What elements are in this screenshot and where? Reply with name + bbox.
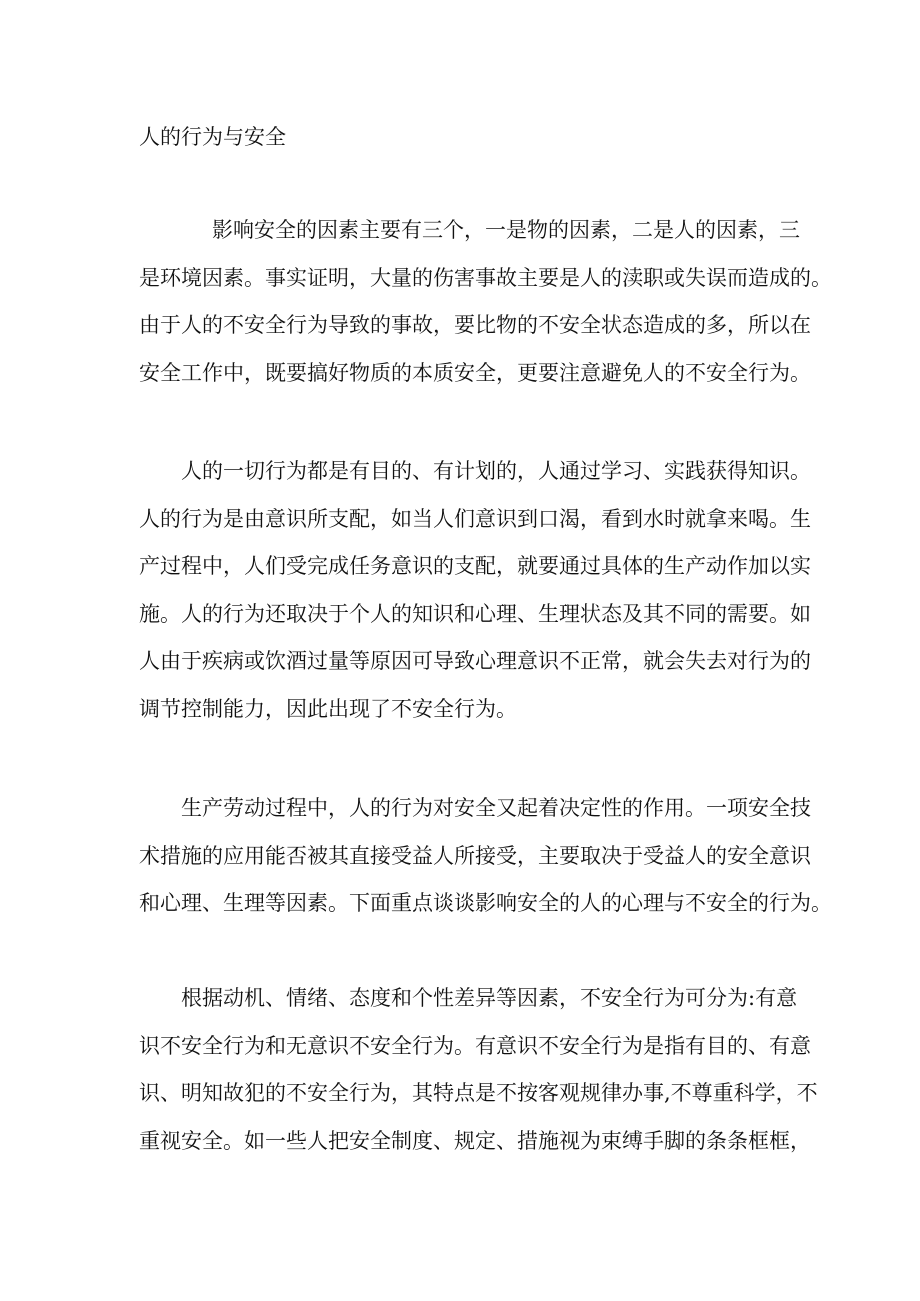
paragraph-line: 根据动机、情绪、态度和个性差异等因素，不安全行为可分为:有意 [181, 986, 798, 1010]
paragraph-line: 产过程中，人们受完成任务意识的支配，就要通过具体的生产动作加以实 [139, 554, 811, 578]
paragraph-safety-factors [139, 216, 832, 406]
paragraph-line: 是环境因素。事实证明，大量的伤害事故主要是人的渎职或失误而造成的。 [139, 265, 832, 290]
paragraph-line: 调节控制能力，因此出现了不安全行为。 [139, 696, 517, 721]
paragraph-line: 重视安全。如一些人把安全制度、规定、措施视为束缚手脚的条条框框， [139, 1128, 811, 1153]
paragraph-production-process [139, 794, 832, 937]
paragraph-line: 和心理、生理等因素。下面重点谈谈影响安全的人的心理与不安全的行为。 [139, 891, 832, 915]
paragraph-line: 生产劳动过程中，人的行为对安全又起着决定性的作用。一项安全技 [181, 796, 811, 820]
paragraph-line: 识、明知故犯的不安全行为，其特点是不按客观规律办事,不尊重科学，不 [139, 1081, 818, 1105]
paragraph-line: 人由于疾病或饮酒过量等原因可导致心理意识不正常，就会失去对行为的 [139, 649, 811, 673]
paragraph-line: 安全工作中，既要搞好物质的本质安全，更要注意避免人的不安全行为。 [139, 360, 811, 385]
paragraph-line: 识不安全行为和无意识不安全行为。有意识不安全行为是指有目的、有意 [139, 1033, 811, 1058]
paragraph-line: 影响安全的因素主要有三个，一是物的因素，二是人的因素，三 [212, 218, 800, 242]
paragraph-line: 人的一切行为都是有目的、有计划的，人通过学习、实践获得知识。 [181, 459, 811, 483]
paragraph-line: 术措施的应用能否被其直接受益人所接受，主要取决于受益人的安全意识 [139, 843, 811, 868]
document-title: 人的行为与安全 [139, 125, 286, 149]
paragraph-line: 人的行为是由意识所支配，如当人们意识到口渴，看到水时就拿来喝。生 [139, 506, 811, 531]
paragraph-line: 由于人的不安全行为导致的事故，要比物的不安全状态造成的多，所以在 [139, 313, 811, 337]
paragraph-human-behavior [139, 457, 811, 742]
paragraph-unsafe-behavior-types [139, 984, 818, 1174]
paragraph-line: 施。人的行为还取决于个人的知识和心理、生理状态及其不同的需要。如 [139, 601, 811, 626]
